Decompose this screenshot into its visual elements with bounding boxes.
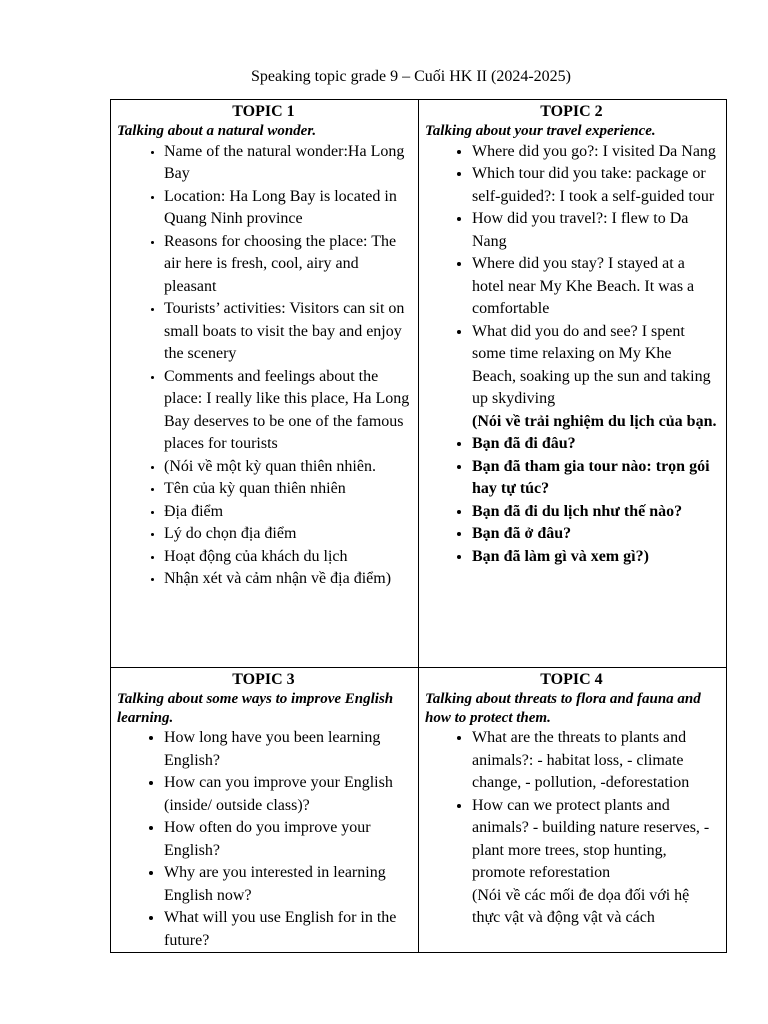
- list-item: • Bạn đã ở đâu?: [472, 523, 718, 546]
- list-item: • Hoạt động của khách du lịch: [164, 546, 410, 569]
- table-row: [111, 100, 727, 668]
- list-item: • What did you do and see? I spent some time relaxing on My Khe Beach, soaking up the sun and taking up skydiving: [472, 321, 718, 411]
- list-item: • Nhận xét và cảm nhận về địa điểm): [164, 568, 410, 591]
- list-item: • (Nói về một kỳ quan thiên nhiên.: [164, 456, 410, 479]
- topic-3-cell: [111, 668, 419, 953]
- topic-1-cell: [111, 100, 419, 668]
- table-row: [111, 668, 727, 953]
- topic-2-note: (Nói về trải nghiệm du lịch của bạn.: [472, 412, 717, 430]
- topic-2-list: [425, 141, 718, 411]
- topic-4-note: (Nói về các mối đe dọa đối với hệ thực vật và động vật và cách: [472, 886, 690, 926]
- topic-4-subtitle: Talking about threats to flora and fauna and how to protect them.: [425, 691, 701, 726]
- list-item: • How did you travel?: I flew to Da Nang: [472, 208, 718, 253]
- list-item-text: Comments and feelings about the: [164, 367, 379, 385]
- topic-3-list: [117, 727, 410, 952]
- list-item: • Where did you stay? I stayed at a hotel near My Khe Beach. It was a comfortable: [472, 253, 718, 321]
- list-item: • What will you use English for in the future?: [164, 907, 410, 952]
- list-item: • Bạn đã đi đâu?: [472, 433, 718, 456]
- topic-4-list: [425, 727, 718, 885]
- page-title: Speaking topic grade 9 – Cuối HK II (2024-2025): [251, 68, 571, 85]
- list-item: • Tên của kỳ quan thiên nhiên: [164, 478, 410, 501]
- list-item: • What are the threats to plants and animals?: - habitat loss, - climate change, - pollution, -deforestation: [472, 727, 718, 795]
- list-item: • Name of the natural wonder:Ha Long Bay: [164, 141, 410, 186]
- list-item: • Location: Ha Long Bay is located in Quang Ninh province: [164, 186, 410, 231]
- list-item: • Reasons for choosing the place: The air here is fresh, cool, airy and pleasant: [164, 231, 410, 299]
- topic-3-subtitle: Talking about some ways to improve English learning.: [117, 691, 394, 726]
- topic-2-heading: TOPIC 2: [540, 103, 603, 120]
- topic-2-subtitle: Talking about your travel experience.: [425, 123, 656, 139]
- list-item-text: place: I really like this place, Ha Long Bay deserves to be one of the famous places for tourists: [164, 390, 410, 452]
- list-item: • How often do you improve your English?: [164, 817, 410, 862]
- topic-2-note-list: [425, 433, 718, 568]
- list-item: • Địa điểm: [164, 501, 410, 524]
- topic-2-cell: [419, 100, 727, 668]
- topics-table: [110, 99, 727, 953]
- list-item: • Where did you go?: I visited Da Nang: [472, 141, 718, 164]
- topic-4-heading: TOPIC 4: [540, 671, 603, 688]
- topic-1-subtitle: Talking about a natural wonder.: [117, 123, 317, 139]
- topic-3-heading: TOPIC 3: [232, 671, 295, 688]
- topic-4-cell: [419, 668, 727, 953]
- list-item: • Which tour did you take: package or self-guided?: I took a self-guided tour: [472, 163, 718, 208]
- list-item: • Bạn đã làm gì và xem gì?): [472, 546, 718, 569]
- list-item: • Why are you interested in learning English now?: [164, 862, 410, 907]
- list-item: [164, 366, 410, 456]
- list-item: • Bạn đã đi du lịch như thế nào?: [472, 501, 718, 524]
- topic-1-list: [117, 141, 410, 591]
- list-item: • Tourists’ activities: Visitors can sit on small boats to visit the bay and enjoy the scenery: [164, 298, 410, 366]
- list-item: • How can we protect plants and animals? - building nature reserves, - plant more trees, stop hunting, promote reforestation: [472, 795, 718, 885]
- list-item: • How long have you been learning English?: [164, 727, 410, 772]
- list-item: • Lý do chọn địa điểm: [164, 523, 410, 546]
- topic-1-heading: TOPIC 1: [232, 103, 295, 120]
- list-item: • Bạn đã tham gia tour nào: trọn gói hay tự túc?: [472, 456, 718, 501]
- list-item: • How can you improve your English (inside/ outside class)?: [164, 772, 410, 817]
